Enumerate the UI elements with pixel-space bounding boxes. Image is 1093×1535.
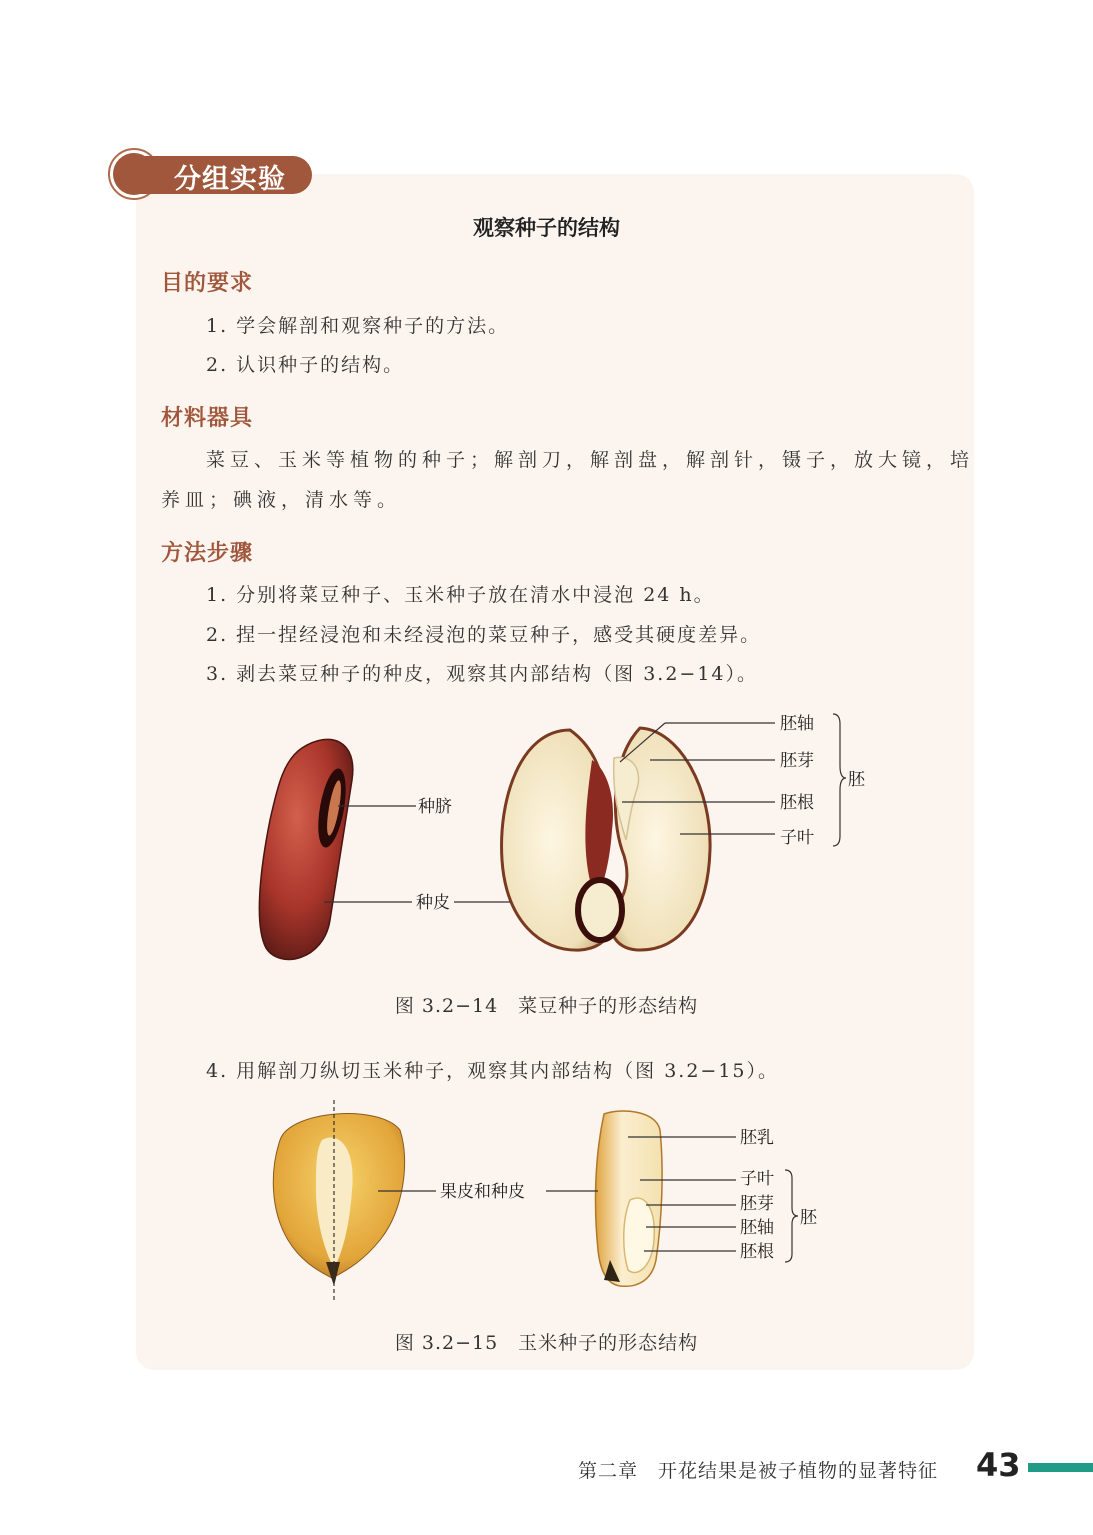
step-item: 3. 剥去菜豆种子的种皮，观察其内部结构（图 3.2−14）。 [206, 663, 759, 685]
step-item: 4. 用解剖刀纵切玉米种子，观察其内部结构（图 3.2−15）。 [206, 1060, 780, 1082]
label-plumule: 胚芽 [780, 751, 814, 771]
label-radicle: 胚根 [740, 1242, 774, 1262]
label-seed-coat: 种皮 [416, 893, 450, 913]
page-accent-bar [1028, 1463, 1093, 1472]
section-badge [108, 148, 312, 200]
badge-label: 分组实验 [174, 164, 286, 195]
materials-heading: 材料器具 [161, 406, 254, 431]
aims-heading: 目的要求 [161, 271, 254, 296]
materials-line: 养皿；碘液，清水等。 [161, 489, 402, 511]
aim-item: 2. 认识种子的结构。 [206, 354, 405, 376]
label-endosperm: 胚乳 [740, 1128, 774, 1148]
label-embryo-axis: 胚轴 [740, 1218, 774, 1238]
label-embryo: 胚 [848, 770, 865, 790]
steps-heading: 方法步骤 [161, 541, 254, 566]
label-cotyledon: 子叶 [740, 1169, 774, 1189]
aim-item: 1. 学会解剖和观察种子的方法。 [206, 315, 510, 337]
badge-dot-icon [113, 153, 155, 195]
label-hilum: 种脐 [418, 797, 452, 817]
page-number: 43 [976, 1446, 1021, 1484]
label-radicle: 胚根 [780, 793, 814, 813]
bean-seed-figure [240, 700, 890, 980]
step-item: 1. 分别将菜豆种子、玉米种子放在清水中浸泡 24 h。 [206, 584, 715, 606]
label-embryo-axis: 胚轴 [780, 714, 814, 734]
label-pericarp-seed-coat: 果皮和种皮 [440, 1182, 525, 1202]
corn-seed-figure [260, 1100, 840, 1310]
label-embryo: 胚 [800, 1208, 817, 1228]
label-cotyledon: 子叶 [780, 828, 814, 848]
step-item: 2. 捏一捏经浸泡和未经浸泡的菜豆种子，感受其硬度差异。 [206, 624, 762, 646]
label-plumule: 胚芽 [740, 1194, 774, 1214]
materials-line: 菜豆、玉米等植物的种子；解剖刀，解剖盘，解剖针，镊子，放大镜，培 [206, 449, 975, 471]
experiment-title: 观察种子的结构 [473, 216, 620, 240]
figure2-caption: 图 3.2−15 玉米种子的形态结构 [394, 1332, 699, 1354]
figure1-caption: 图 3.2−14 菜豆种子的形态结构 [394, 995, 699, 1017]
chapter-footer: 第二章 开花结果是被子植物的显著特征 [578, 1460, 939, 1482]
